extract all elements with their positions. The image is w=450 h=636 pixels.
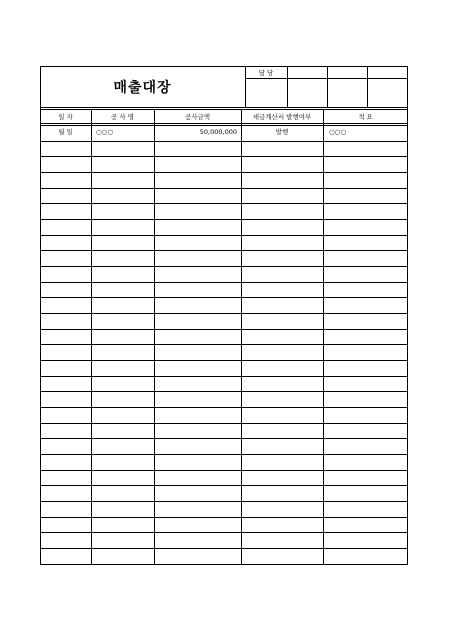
ledger-sheet: [40, 66, 408, 565]
table-row-line: [40, 470, 408, 471]
table-row-line: [40, 329, 408, 330]
column-header-amount: 공사금액: [184, 113, 211, 121]
table-row-line: [40, 297, 408, 298]
table-row-line: [40, 235, 408, 236]
table-row-line: [40, 266, 408, 267]
table-row-line: [40, 360, 408, 361]
table-row-line: [40, 517, 408, 518]
row-notes: ○○○: [329, 128, 347, 136]
table-row-line: [40, 172, 408, 173]
approval-label: 담 당: [258, 68, 274, 77]
column-header-invoice: 세금계산서 발행여부: [252, 113, 312, 121]
table-row-line: [40, 423, 408, 424]
column-divider-4: [323, 109, 324, 565]
table-row-line: [40, 203, 408, 204]
approval-col-2: [287, 66, 288, 107]
table-row-line: [40, 438, 408, 439]
row-project: ○○○: [96, 128, 114, 136]
table-row-line: [40, 188, 408, 189]
table-row-line: [40, 219, 408, 220]
row-amount: 50,000,000: [199, 128, 237, 136]
column-divider-1: [91, 109, 92, 565]
column-header-date: 일 자: [58, 113, 73, 121]
table-row-line: [40, 391, 408, 392]
table-row-line: [40, 156, 408, 157]
table-row-line: [40, 141, 408, 142]
approval-col-4: [367, 66, 368, 107]
table-row-line: [40, 313, 408, 314]
row-date: 월 일: [58, 128, 73, 136]
column-header-bottom-line: [40, 123, 408, 124]
table-row-line: [40, 376, 408, 377]
table-row-line: [40, 454, 408, 455]
approval-label-line: [245, 78, 408, 79]
column-divider-2: [154, 109, 155, 565]
table-row-line: [40, 344, 408, 345]
table-row-line: [40, 407, 408, 408]
table-row-line: [40, 250, 408, 251]
table-row-line: [40, 282, 408, 283]
approval-col-3: [327, 66, 328, 107]
table-row-line: [40, 548, 408, 549]
column-divider-3: [241, 109, 242, 565]
page-title: 매출대장: [113, 79, 172, 96]
row-invoice-status: 발행: [275, 128, 289, 136]
table-row-line: [40, 501, 408, 502]
table-row-line: [40, 532, 408, 533]
column-header-project: 공 사 명: [111, 113, 134, 121]
header-bottom-line: [40, 107, 408, 108]
table-row-line: [40, 485, 408, 486]
column-header-notes: 적 요: [358, 113, 373, 121]
